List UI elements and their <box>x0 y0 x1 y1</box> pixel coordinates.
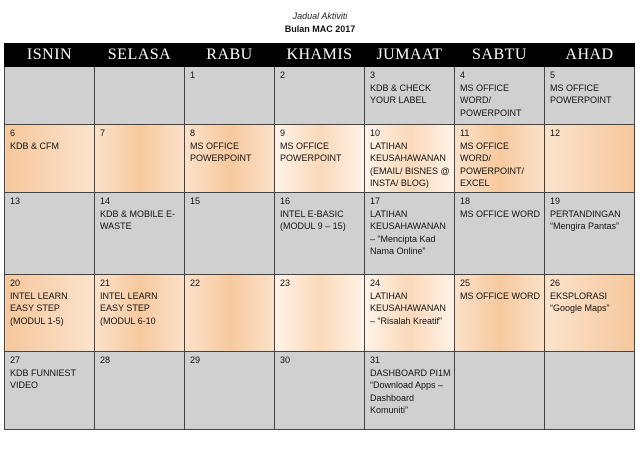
activity-text: MS OFFICE POWERPOINT <box>550 82 612 105</box>
day-cell <box>95 193 185 275</box>
day-number: 17 <box>370 196 381 206</box>
activity-text: MS OFFICE POWERPOINT <box>190 140 252 163</box>
week-row <box>5 125 635 193</box>
weekday-header: JUMAAT <box>365 44 455 67</box>
weekday-header: SELASA <box>95 44 185 67</box>
activity-text: DASHBOARD PI1M “Download Apps – Dashboard Komuniti” <box>370 367 451 415</box>
day-cell <box>545 125 635 193</box>
day-number: 14 <box>100 196 111 206</box>
day-number: 16 <box>280 196 291 206</box>
day-cell <box>365 67 455 125</box>
day-number: 6 <box>10 128 16 138</box>
day-cell <box>275 125 365 193</box>
day-number: 4 <box>460 70 466 80</box>
activity-text: KDB & CHECK YOUR LABEL <box>370 82 432 105</box>
activity-text: INTEL E-BASIC (MODUL 9 – 15) <box>280 208 346 231</box>
day-cell <box>545 352 635 430</box>
day-number: 26 <box>550 278 561 288</box>
activity-text: MS OFFICE WORD <box>460 290 540 301</box>
day-number: 19 <box>550 196 561 206</box>
day-number: 3 <box>370 70 376 80</box>
day-cell <box>455 67 545 125</box>
day-cell <box>95 67 185 125</box>
activity-text: KDB FUNNIEST VIDEO <box>10 367 76 390</box>
day-cell <box>5 275 95 352</box>
day-number: 24 <box>370 278 381 288</box>
day-cell <box>545 275 635 352</box>
weekday-header: SABTU <box>455 44 545 67</box>
day-number: 15 <box>190 196 201 206</box>
day-cell <box>455 193 545 275</box>
day-cell <box>95 275 185 352</box>
day-number: 27 <box>10 355 21 365</box>
activity-text: INTEL LEARN EASY STEP (MODUL 6-10 <box>100 290 158 326</box>
activity-text: KDB & MOBILE E-WASTE <box>100 208 176 231</box>
week-row <box>5 275 635 352</box>
day-cell <box>5 352 95 430</box>
day-cell <box>275 67 365 125</box>
activity-text: KDB & CFM <box>10 140 60 151</box>
day-number: 23 <box>280 278 291 288</box>
day-number: 1 <box>190 70 196 80</box>
day-cell <box>185 125 275 193</box>
day-number: 31 <box>370 355 381 365</box>
day-cell <box>365 352 455 430</box>
day-number: 9 <box>280 128 286 138</box>
day-cell <box>185 67 275 125</box>
day-number: 11 <box>460 128 470 138</box>
activity-text: LATIHAN KEUSAHAWANAN (EMAIL/ BISNES @ INSTA/ BLOG) <box>370 140 450 188</box>
day-number: 18 <box>460 196 471 206</box>
day-number: 28 <box>100 355 111 365</box>
page-subtitle: Bulan MAC 2017 <box>284 24 356 34</box>
day-cell <box>185 193 275 275</box>
day-number: 25 <box>460 278 471 288</box>
day-number: 13 <box>10 196 21 206</box>
day-cell <box>455 275 545 352</box>
day-cell <box>5 193 95 275</box>
day-number: 5 <box>550 70 556 80</box>
day-number: 2 <box>280 70 286 80</box>
day-cell <box>5 67 95 125</box>
day-cell <box>545 193 635 275</box>
day-cell <box>365 275 455 352</box>
day-cell <box>275 275 365 352</box>
week-row <box>5 193 635 275</box>
day-number: 8 <box>190 128 196 138</box>
week-row <box>5 352 635 430</box>
day-cell <box>275 193 365 275</box>
day-number: 20 <box>10 278 21 288</box>
weekday-header-row <box>5 44 635 67</box>
day-cell <box>455 352 545 430</box>
page-title: Jadual Aktiviti <box>292 11 348 21</box>
weekday-header: KHAMIS <box>275 44 365 67</box>
calendar-table <box>4 43 635 430</box>
calendar-heading <box>0 10 640 36</box>
activity-text: MS OFFICE WORD/ POWERPOINT <box>460 82 522 118</box>
activity-text: MS OFFICE WORD/ POWERPOINT/ EXCEL <box>460 140 525 188</box>
activity-text: EKSPLORASI “Google Maps” <box>550 290 610 313</box>
day-cell <box>95 352 185 430</box>
activity-text: MS OFFICE POWERPOINT <box>280 140 342 163</box>
day-cell <box>365 193 455 275</box>
day-cell <box>95 125 185 193</box>
day-number: 30 <box>280 355 291 365</box>
activity-text: LATIHAN KEUSAHAWANAN – “Mencipta Kad Nama Online” <box>370 208 446 256</box>
day-cell <box>5 125 95 193</box>
weekday-header: ISNIN <box>5 44 95 67</box>
day-number: 7 <box>100 128 106 138</box>
day-cell <box>185 275 275 352</box>
day-cell <box>275 352 365 430</box>
weekday-header: RABU <box>185 44 275 67</box>
day-number: 29 <box>190 355 201 365</box>
activity-text: PERTANDINGAN “Mengira Pantas” <box>550 208 621 231</box>
day-cell <box>365 125 455 193</box>
activity-text: MS OFFICE WORD <box>460 208 540 219</box>
week-row <box>5 67 635 125</box>
weekday-header: AHAD <box>545 44 635 67</box>
day-number: 10 <box>370 128 381 138</box>
activity-text: LATIHAN KEUSAHAWANAN – “Risalah Kreatif” <box>370 290 446 326</box>
day-cell <box>185 352 275 430</box>
day-number: 21 <box>100 278 111 288</box>
day-number: 22 <box>190 278 201 288</box>
day-cell <box>545 67 635 125</box>
day-number: 12 <box>550 128 561 138</box>
activity-text: INTEL LEARN EASY STEP (MODUL 1-5) <box>10 290 68 326</box>
day-cell <box>455 125 545 193</box>
